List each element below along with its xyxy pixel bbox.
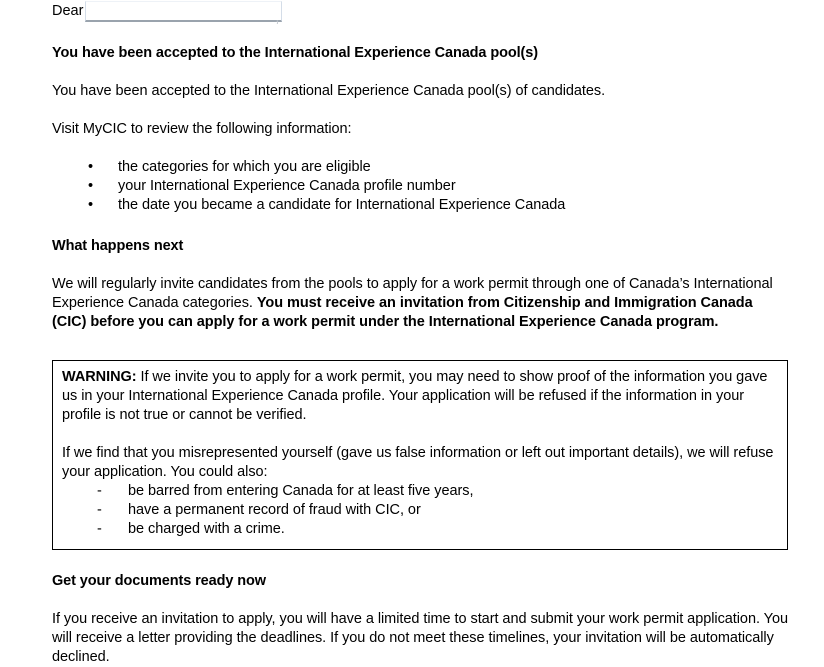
warning-box [52, 360, 788, 550]
warning-label: WARNING: [62, 369, 137, 385]
dash-marker-icon: - [97, 502, 102, 518]
salutation-line [52, 0, 788, 26]
accepted-bullet-list [52, 158, 788, 215]
list-item [52, 158, 788, 177]
salutation-comma: , [275, 10, 280, 26]
spacer [52, 22, 788, 44]
spacer [52, 256, 788, 275]
spacer [52, 101, 788, 120]
spacer [52, 591, 788, 610]
dash-marker-icon: - [97, 521, 102, 537]
spacer [52, 139, 788, 158]
list-item [52, 177, 788, 196]
list-item-label: be barred from entering Canada for at least five years, [128, 483, 474, 499]
document-body [52, 0, 788, 667]
paragraph-visit-mycic: Visit MyCIC to review the following information: [52, 121, 352, 137]
paragraph-accepted: You have been accepted to the International Experience Canada pool(s) of candidates. [52, 83, 606, 99]
list-item-label: your International Experience Canada profile number [118, 178, 456, 194]
spacer [52, 63, 788, 82]
warning-paragraph-1-text: If we invite you to apply for a work permit, you may need to show proof of the information you gave us in your International Experience Canada profile. Your application will be refused if the information in your profile is not true or cannot be verified. [62, 369, 768, 423]
spacer [52, 332, 788, 360]
salutation-label: Dear [52, 3, 84, 19]
paragraph-bold-run: You must receive an invitation from Citizenship and Immigration Canada (CIC) before you can apply for a work permit under the International Experience Canada program. [52, 295, 753, 330]
list-item [62, 501, 778, 520]
list-item [52, 196, 788, 215]
list-item [62, 482, 778, 501]
list-item [62, 520, 778, 539]
list-item-label: be charged with a crime. [128, 521, 285, 537]
bullet-marker-icon: • [88, 197, 94, 213]
warning-paragraph-2: If we find that you misrepresented yourself (gave us false information or left out important details), we will refuse your application. You could also: [62, 445, 774, 480]
spacer [52, 550, 788, 572]
heading-get-documents-ready: Get your documents ready now [52, 573, 266, 589]
paragraph-get-documents-ready: If you receive an invitation to apply, you will have a limited time to start and submit your work permit application. You will receive a letter providing the deadlines. If you do not meet these timelines, your invitation will be automatically declined. [52, 611, 788, 665]
warning-consequences-list [62, 482, 778, 539]
bullet-marker-icon: • [88, 159, 94, 175]
list-item-label: the categories for which you are eligible [118, 159, 371, 175]
spacer [52, 215, 788, 237]
heading-what-happens-next: What happens next [52, 238, 184, 254]
paragraph-regular-run: We will regularly invite candidates from the pools to apply for a work permit through one of Canada’s International Experience Canada categories. [52, 276, 773, 311]
list-item-label: the date you became a candidate for International Experience Canada [118, 197, 566, 213]
paragraph-what-happens-next [52, 275, 788, 332]
spacer [62, 425, 778, 444]
warning-paragraph-1 [62, 368, 778, 425]
recipient-name-field[interactable] [85, 1, 282, 26]
bullet-marker-icon: • [88, 178, 94, 194]
list-item-label: have a permanent record of fraud with CIC, or [128, 502, 421, 518]
heading-accepted-to-pools: You have been accepted to the International Experience Canada pool(s) [52, 45, 538, 61]
dash-marker-icon: - [97, 483, 102, 499]
